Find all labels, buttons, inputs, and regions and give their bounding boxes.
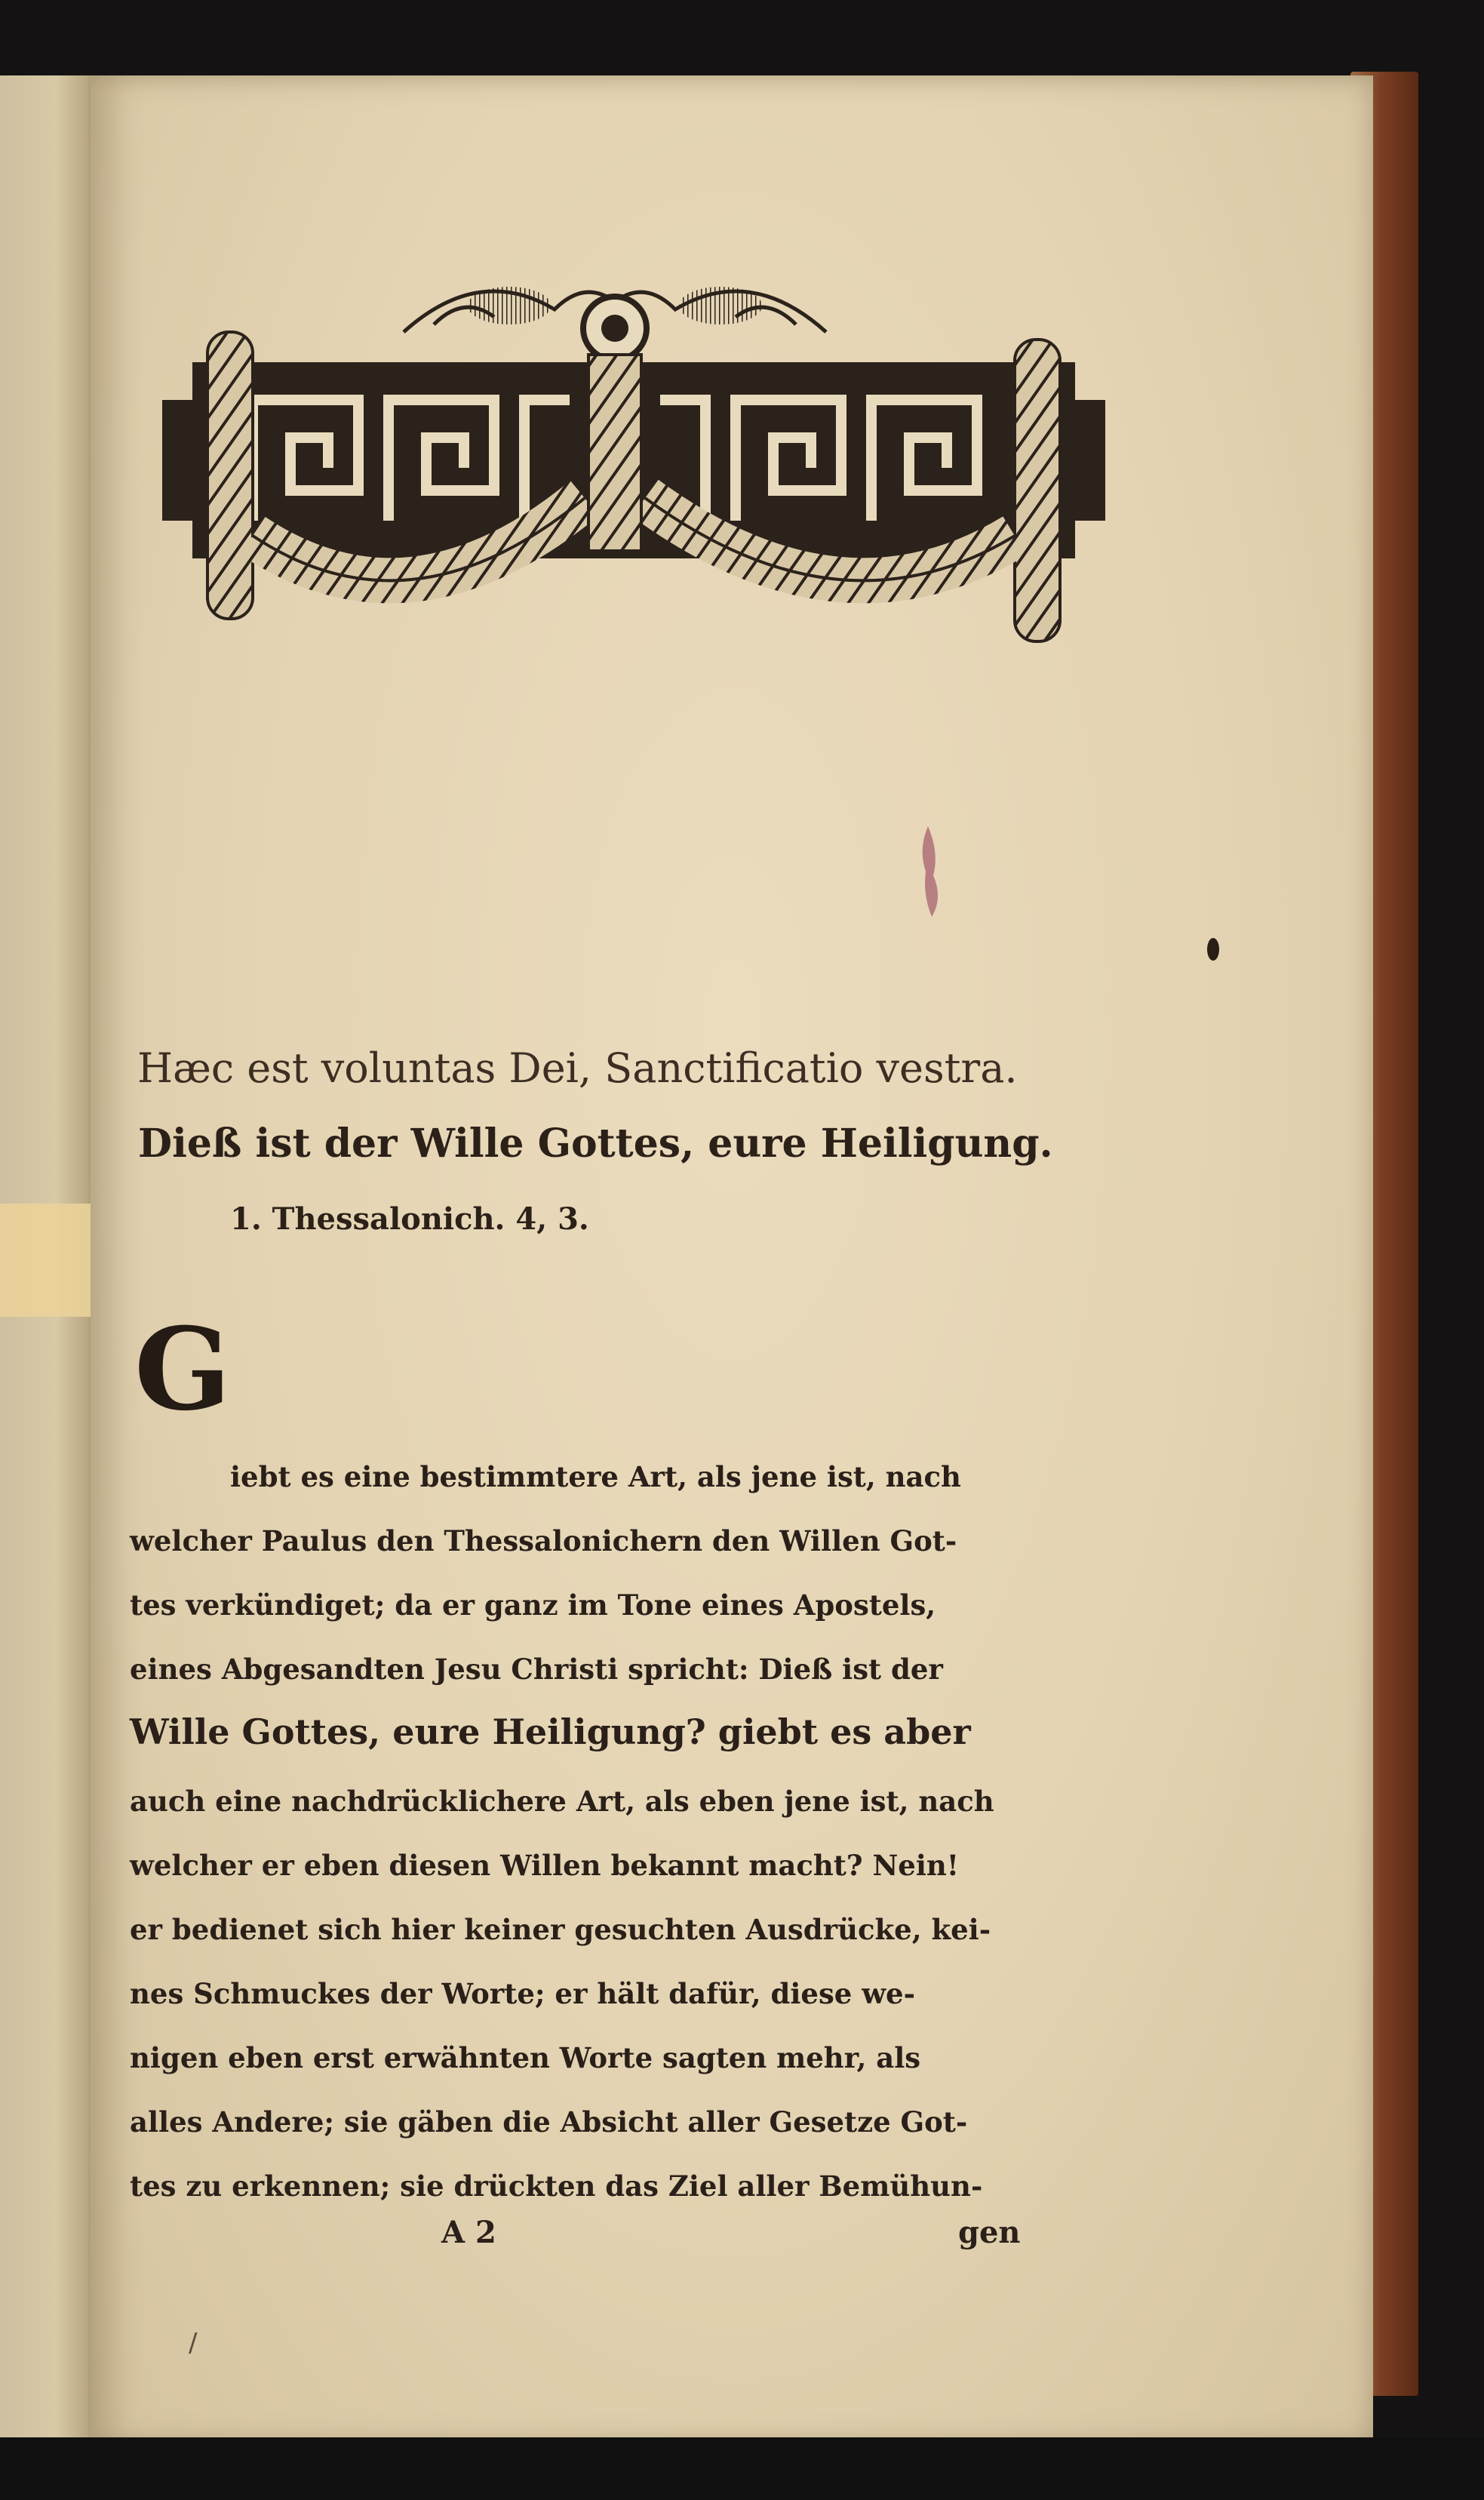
paper-tab	[0, 1204, 91, 1317]
body-line: eines Abgesandten Jesu Christi spricht: Dieß ist der	[130, 1653, 943, 1686]
body-line: nes Schmuckes der Worte; er hält dafür, diese we-	[130, 1977, 915, 2010]
bible-reference: 1. Thessalonich. 4, 3.	[230, 1201, 589, 1237]
german-heading: Dieß ist der Wille Gottes, eure Heiligung.	[138, 1121, 1053, 1167]
body-line: auch eine nachdrücklichere Art, als eben jene ist, nach	[130, 1785, 994, 1818]
drop-cap: G	[134, 1303, 232, 1436]
body-line: welcher Paulus den Thessalonichern den Willen Got-	[130, 1524, 957, 1558]
pencil-mark: /	[189, 2328, 198, 2358]
body-line: nigen eben erst erwähnten Worte sagten mehr, als	[130, 2041, 921, 2074]
body-line: alles Andere; sie gäben die Absicht aller Gesetze Got-	[130, 2105, 968, 2139]
body-line: tes verkündiget; da er ganz im Tone eines Apostels,	[130, 1588, 936, 1622]
greek-key-ornament	[162, 249, 1105, 657]
body-line: welcher er eben diesen Willen bekannt macht? Nein!	[130, 1849, 960, 1882]
ink-dot	[1207, 938, 1219, 961]
catchword: gen	[958, 2215, 1021, 2250]
latin-heading: Hæc est voluntas Dei, Sanctificatio vestra.	[137, 1044, 1018, 1092]
body-line: tes zu erkennen; sie drückten das Ziel aller Bemühun-	[130, 2169, 983, 2203]
book-page	[91, 75, 1373, 2445]
scan-bottom-band	[0, 2437, 1484, 2500]
body-line: iebt es eine bestimmtere Art, als jene ist, nach	[230, 1460, 961, 1493]
body-line: Wille Gottes, eure Heiligung? giebt es aber	[130, 1711, 971, 1752]
ink-stain	[917, 823, 947, 921]
body-line: er bedienet sich hier keiner gesuchten Ausdrücke, kei-	[130, 1913, 991, 1946]
signature-mark: A 2	[441, 2215, 496, 2250]
